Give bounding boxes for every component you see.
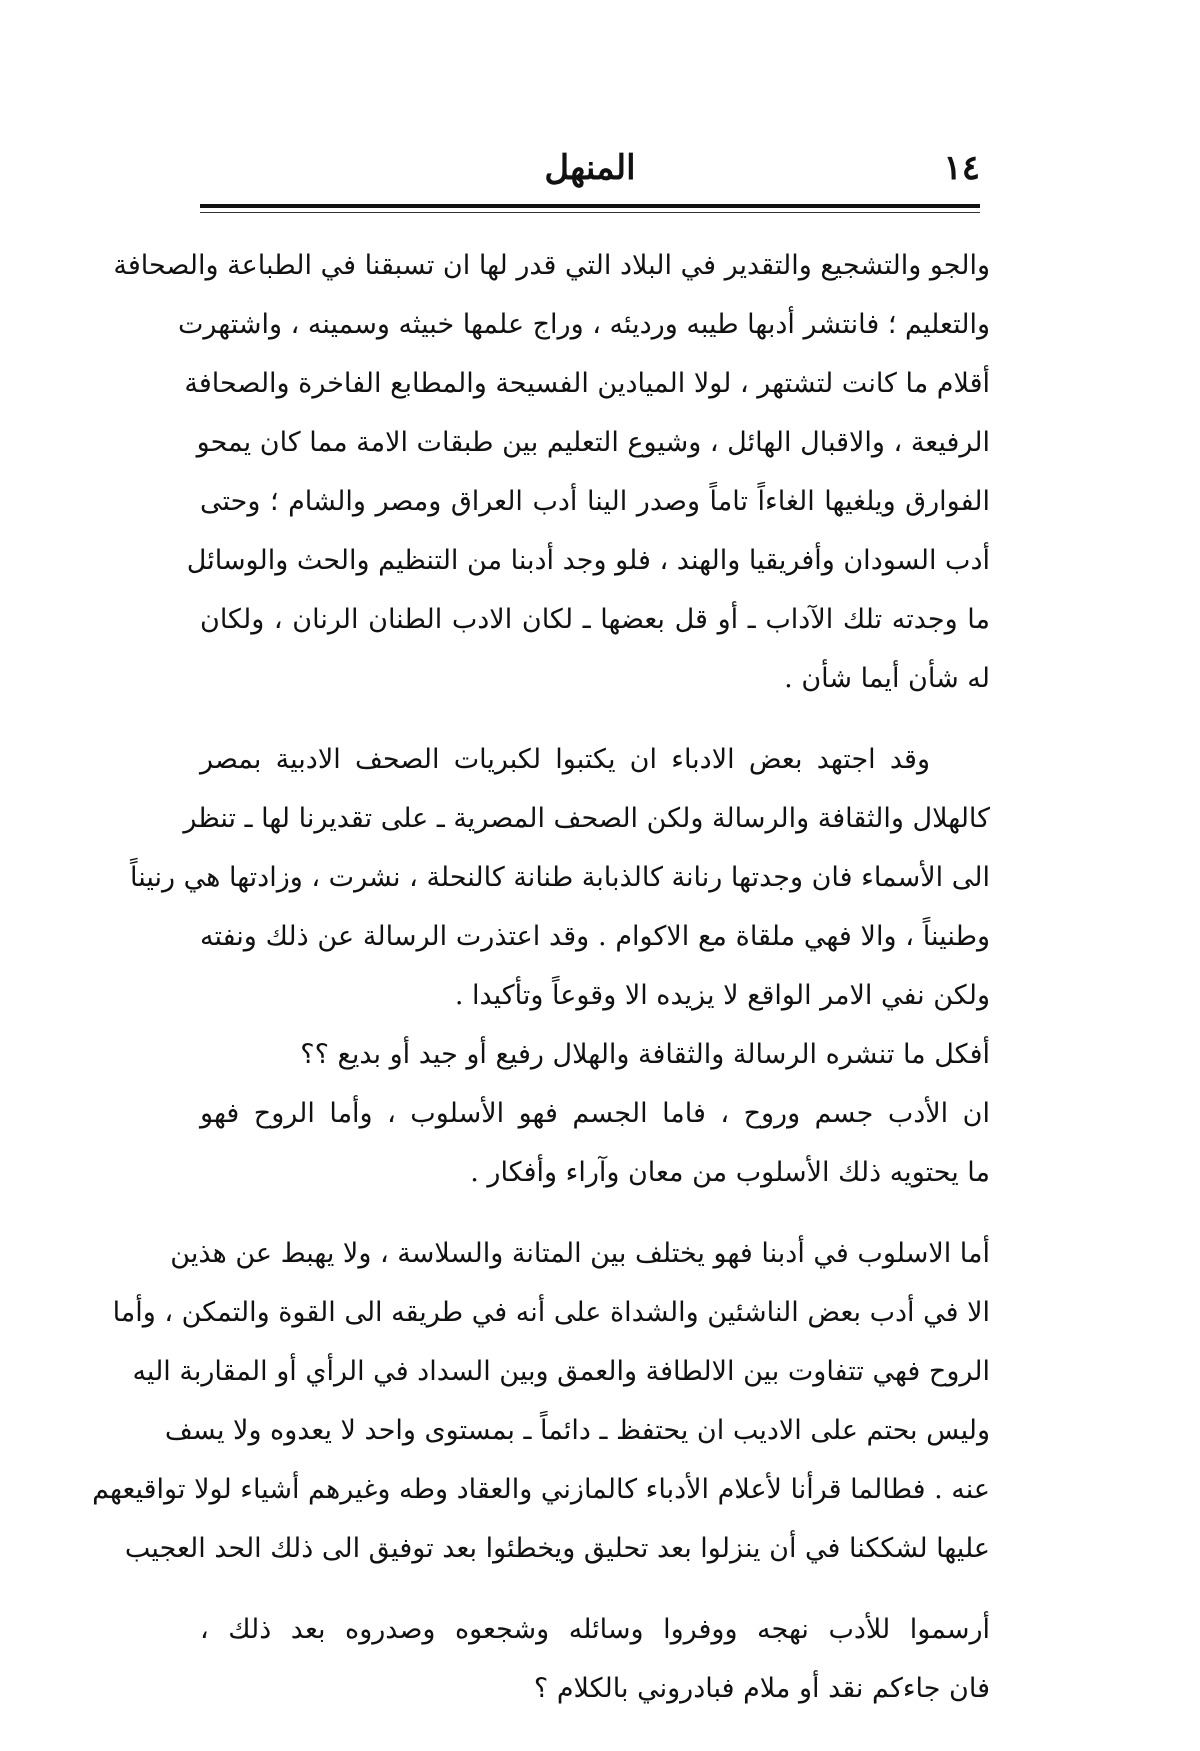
text-line: أما الاسلوب في أدبنا فهو يختلف بين المتانة والسلاسة ، ولا يهبط عن هذين <box>170 1238 990 1269</box>
text-line: والتعليم ؛ فانتشر أدبها طيبه ورديئه ، وراج علمها خبيثه وسمينه ، واشتهرت <box>177 309 990 340</box>
text-line: فان جاءكم نقد أو ملام فبادروني بالكلام ؟ <box>533 1673 990 1704</box>
running-title: المنهل <box>544 148 636 188</box>
text-line: عنه . فطالما قرأنا لأعلام الأدباء كالمازني والعقاد وطه وغيرهم أشياء لولا تواقيعهم <box>92 1474 990 1505</box>
page-header <box>200 140 980 192</box>
paragraph-6 <box>200 1600 990 1718</box>
text-line: ان الأدب جسم وروح ، فاما الجسم فهو الأسلوب ، وأما الروح فهو <box>200 1098 990 1129</box>
text-line: كالهلال والثقافة والرسالة ولكن الصحف المصرية ـ على تقديرنا لها ـ تنظر <box>183 803 990 834</box>
text-line: أفكل ما تنشره الرسالة والثقافة والهلال رفيع أو جيد أو بديع ؟؟ <box>300 1039 990 1070</box>
text-line: أرسموا للأدب نهجه ووفروا وسائله وشجعوه وصدروه بعد ذلك ، <box>200 1614 990 1645</box>
text-line: عليها لشككنا في أن ينزلوا بعد تحليق ويخطئوا بعد توفيق الى ذلك الحد العجيب <box>124 1533 990 1564</box>
text-line: له شأن أيما شأن . <box>784 663 990 694</box>
text-line: الفوارق ويلغيها الغاءاً تاماً وصدر الينا أدب العراق ومصر والشام ؛ وحتى <box>200 486 990 517</box>
text-line: وقد اجتهد بعض الادباء ان يكتبوا لكبريات الصحف الادبية بمصر <box>200 744 930 775</box>
text-line: وليس بحتم على الاديب ان يحتفظ ـ دائماً ـ بمستوى واحد لا يعدوه ولا يسف <box>164 1415 990 1446</box>
page-number: ١٤ <box>943 148 980 188</box>
text-line: الرفيعة ، والاقبال الهائل ، وشيوع التعليم بين طبقات الامة مما كان يمحو <box>196 427 990 458</box>
text-line: الروح فهي تتفاوت بين الالطافة والعمق وبين السداد في الرأي أو المقاربة اليه <box>132 1356 990 1387</box>
paragraph-3 <box>200 1025 990 1084</box>
article-body <box>92 236 990 1718</box>
paragraph-4 <box>200 1084 990 1202</box>
text-line: أدب السودان وأفريقيا والهند ، فلو وجد أدبنا من التنظيم والحث والوسائل <box>186 545 990 576</box>
paragraph-5 <box>92 1224 990 1578</box>
text-line: ما يحتويه ذلك الأسلوب من معان وآراء وأفكار . <box>470 1157 990 1188</box>
header-divider-thin <box>200 212 980 213</box>
text-line: الى الأسماء فان وجدتها رنانة كالذبابة طنانة كالنحلة ، نشرت ، وزادتها هي رنيناً <box>130 862 990 893</box>
text-line: ولكن نفي الامر الواقع لا يزيده الا وقوعاً وتأكيدا . <box>454 980 990 1011</box>
text-line: الا في أدب بعض الناشئين والشداة على أنه في طريقه الى القوة والتمكن ، وأما <box>112 1297 990 1328</box>
paragraph-2 <box>130 730 990 1025</box>
text-line: والجو والتشجيع والتقدير في البلاد التي قدر لها ان تسبقنا في الطباعة والصحافة <box>113 250 990 281</box>
text-line: أقلام ما كانت لتشتهر ، لولا الميادين الفسيحة والمطابع الفاخرة والصحافة <box>184 368 990 399</box>
header-divider <box>200 204 980 208</box>
paragraph-1 <box>113 236 990 708</box>
text-line: وطنيناً ، والا فهي ملقاة مع الاكوام . وقد اعتذرت الرسالة عن ذلك ونفته <box>200 921 990 952</box>
text-line: ما وجدته تلك الآداب ـ أو قل بعضها ـ لكان الادب الطنان الرنان ، ولكان <box>200 604 990 635</box>
